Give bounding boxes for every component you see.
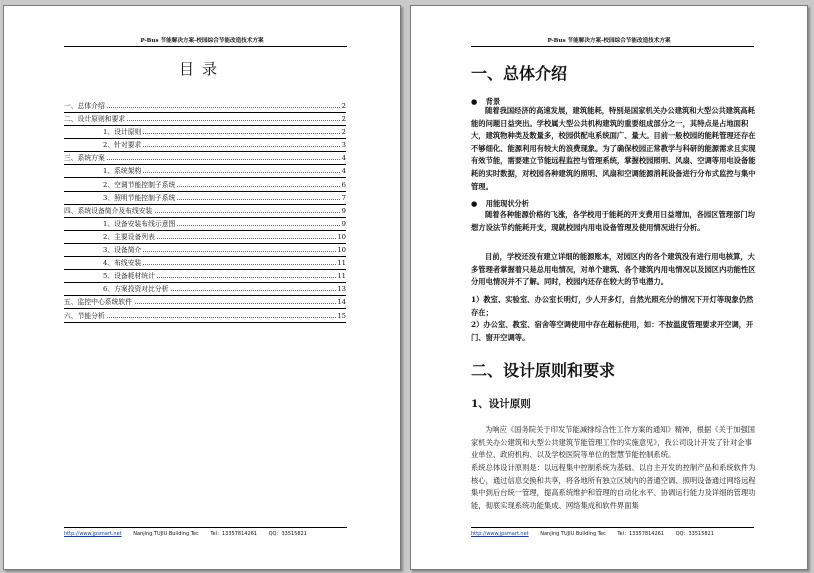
section-heading-intro: 一、总体介绍	[471, 64, 568, 83]
toc-entry-label: 2、空调节能控制子系统	[103, 180, 176, 189]
toc-entry[interactable]	[64, 128, 346, 141]
footer-url[interactable]: http://www.jpsmart.net	[471, 531, 529, 537]
toc-entry-label: 2、主要设备列表	[103, 232, 155, 241]
page-footer	[64, 530, 307, 537]
bullet-dot-icon: ●	[471, 97, 478, 106]
toc-underline	[64, 269, 346, 270]
toc-entry[interactable]	[64, 154, 346, 167]
toc-entry-page: 2	[341, 128, 346, 137]
toc-entry-label: 六、节能分析	[64, 311, 105, 320]
toc-entry[interactable]	[64, 272, 346, 285]
toc-underline	[64, 138, 346, 139]
toc-entry[interactable]	[64, 194, 346, 207]
header-rule	[471, 46, 754, 47]
footer-qq: QQ：33515821	[675, 531, 714, 537]
toc-underline	[64, 204, 346, 205]
toc-underline	[64, 322, 346, 323]
toc-entry-label: 二、设计原则和要求	[64, 115, 126, 124]
toc-entry-label: 4、布线安装	[103, 259, 142, 268]
toc-underline	[64, 151, 346, 152]
footer-tel: Tel：13357814261	[617, 531, 664, 537]
toc-entry-label: 一、总体介绍	[64, 102, 105, 110]
page-footer	[471, 530, 714, 537]
toc-entry[interactable]	[64, 312, 346, 325]
toc-underline	[64, 217, 346, 218]
toc-entry-page: 9	[341, 206, 346, 215]
toc-entry[interactable]	[64, 298, 346, 311]
toc-entry-label: 1、设计原则	[103, 128, 142, 137]
footer-tel: Tel：13357814261	[210, 531, 257, 537]
toc-underline	[64, 191, 346, 192]
toc-entry-page: 4	[341, 154, 346, 163]
toc-underline	[64, 230, 346, 231]
toc-entry-label: 6、方案投资对比分析	[103, 285, 169, 294]
toc-underline	[64, 308, 346, 309]
toc-entry-label: 2、针对要求	[103, 141, 142, 150]
footer-qq: QQ：33515821	[268, 531, 307, 537]
toc-title: 目录	[178, 60, 225, 78]
toc-entry[interactable]	[64, 141, 346, 154]
paragraph-list-1: 1）教室、实验室、办公室长明灯，少人开多灯，自然光照充分的情况下开灯等现象仍然存在；	[471, 295, 754, 317]
toc-underline	[64, 125, 346, 126]
toc-entry-page: 7	[341, 193, 346, 202]
bullet-dot-icon: ●	[471, 199, 478, 208]
toc-entry-page: 9	[341, 219, 346, 228]
footer-company: Nanjing TUJIU Building Tec	[133, 531, 199, 537]
footer-company: Nanjing TUJIU Building Tec	[540, 531, 606, 537]
paragraph-list-2: 2）办公室、教室、宿舍等空调使用中存在超标使用，如：不按温度管理要求开空调，开门、窗开空调等。	[471, 320, 754, 342]
toc-underline	[64, 282, 346, 283]
toc-entry[interactable]	[64, 233, 346, 246]
toc-entry-label: 5、设备耗材统计	[103, 272, 155, 281]
paragraph-analysis-1: 随着各种能源价格的飞涨，各学校用于能耗的开支费用日益增加，各园区管理部门均想方设法节约能耗开支，现就校园内用电设备管理及使用情况进行分析。	[471, 210, 755, 232]
toc-entry[interactable]	[64, 259, 346, 272]
bullet-analysis	[471, 199, 529, 209]
toc-entry-page: 11	[337, 259, 346, 268]
toc-entry-label: 三、系统方案	[64, 154, 105, 163]
toc-entry-page: 13	[337, 285, 346, 294]
toc-entry-label: 1、系统架构	[103, 167, 142, 176]
page-header: P-Bus 节能解决方案-校园综合节能改造技术方案	[140, 38, 264, 44]
document-page-2	[410, 5, 808, 570]
toc-entry-label: 1、设备安装布线示意图	[103, 219, 176, 228]
page-header: P-Bus 节能解决方案-校园综合节能改造技术方案	[547, 38, 671, 44]
toc-entry[interactable]	[64, 207, 346, 220]
toc-entry-page: 2	[341, 115, 346, 124]
toc-entry[interactable]	[64, 220, 346, 233]
toc-entry-label: 3、照明节能控制子系统	[103, 193, 176, 202]
toc-underline	[64, 243, 346, 244]
paragraph-analysis-2: 目前，学校还没有建立详细的能源账本，对园区内的各个建筑没有进行用电核算，大多管理者掌握着只是总用电情况，对单个建筑、各个建筑内用电情况以及园区内功能性区分用电情况并不了解。同时，校园内还存在较大的节电潜力。	[471, 252, 756, 287]
footer-rule	[64, 527, 347, 528]
toc-entry-page: 14	[337, 298, 346, 307]
toc-entry[interactable]	[64, 102, 346, 115]
toc-entry[interactable]	[64, 285, 346, 298]
toc-entry-page: 6	[341, 180, 346, 189]
bullet-analysis-label: 用能现状分析	[485, 199, 529, 208]
toc-entry[interactable]	[64, 181, 346, 194]
toc-entry[interactable]	[64, 246, 346, 259]
toc-entry-page: 2	[341, 102, 346, 110]
toc-underline	[64, 112, 346, 113]
toc-entry-page: 3	[341, 141, 346, 150]
paragraph-principle-2: 系统总体设计原则是：以远程集中控制系统为基础、以自主开发的控制产品和系统软件为核心，通过信息交换和共享，将各地所有独立区域内的普通空调、照明设备通过网络远程集中到后台统一管理，提高系统维护和管理的自动化水平、协调运行能力及详细的管理功能，彻底实现系统功能集成、网络集成和软件界面集	[471, 463, 756, 510]
toc-entry[interactable]	[64, 167, 346, 180]
toc-entry-page: 11	[337, 272, 346, 281]
toc-underline	[64, 164, 346, 165]
toc-entry-label: 四、系统设备简介及布线安装	[64, 206, 153, 215]
toc-underline	[64, 177, 346, 178]
toc-underline	[64, 256, 346, 257]
footer-url[interactable]: http://www.jpsmart.net	[64, 531, 122, 537]
bullet-background-label: 背景	[485, 97, 501, 106]
section-heading-design: 二、设计原则和要求	[471, 361, 616, 380]
toc-entry-label: 3、设备简介	[103, 246, 142, 255]
toc-entry-label: 五、监控中心系统软件	[64, 298, 132, 307]
table-of-contents	[64, 102, 346, 325]
paragraph-background: 随着我国经济的高速发展，建筑能耗，特别是国家机关办公建筑和大型公共建筑高耗能的问题日益突出。学校属大型公共机构建筑的重要组成部分之一，其特点是占地面积大，建筑物种类及数量多，校园供配电系统面广、量大。目前一般校园的能耗管理还存在不够细化、能源利用有较大的浪费现象。为了确保校园正常教学与科研的能源需求且实现有效节能，需要建立节能远程监控与管理系统，掌握校园照明、风扇、空调等用电设备能耗的实时数据，对校园各种建筑的照明、风扇和空调能源消耗设备进行分布式监控与集中管理。	[471, 106, 756, 191]
footer-rule	[471, 527, 754, 528]
paragraph-principle-1: 为响应《国务院关于印发节能减排综合性工作方案的通知》精神，根据《关于加强国家机关办公建筑和大型公共建筑节能管理工作的实施意见》，我公司设计开发了针对企事业单位、政府机构、以及学校医院等单位的智慧节能控制系统。	[471, 425, 755, 460]
toc-entry[interactable]	[64, 115, 346, 128]
toc-entry-page: 4	[341, 167, 346, 176]
toc-entry-page: 10	[337, 246, 346, 255]
document-page-1	[3, 5, 401, 570]
toc-entry-page: 10	[337, 232, 346, 241]
toc-entry-page: 15	[337, 311, 346, 320]
toc-underline	[64, 295, 346, 296]
header-rule	[64, 46, 347, 47]
subsection-heading-principle: 1、设计原则	[471, 398, 531, 410]
